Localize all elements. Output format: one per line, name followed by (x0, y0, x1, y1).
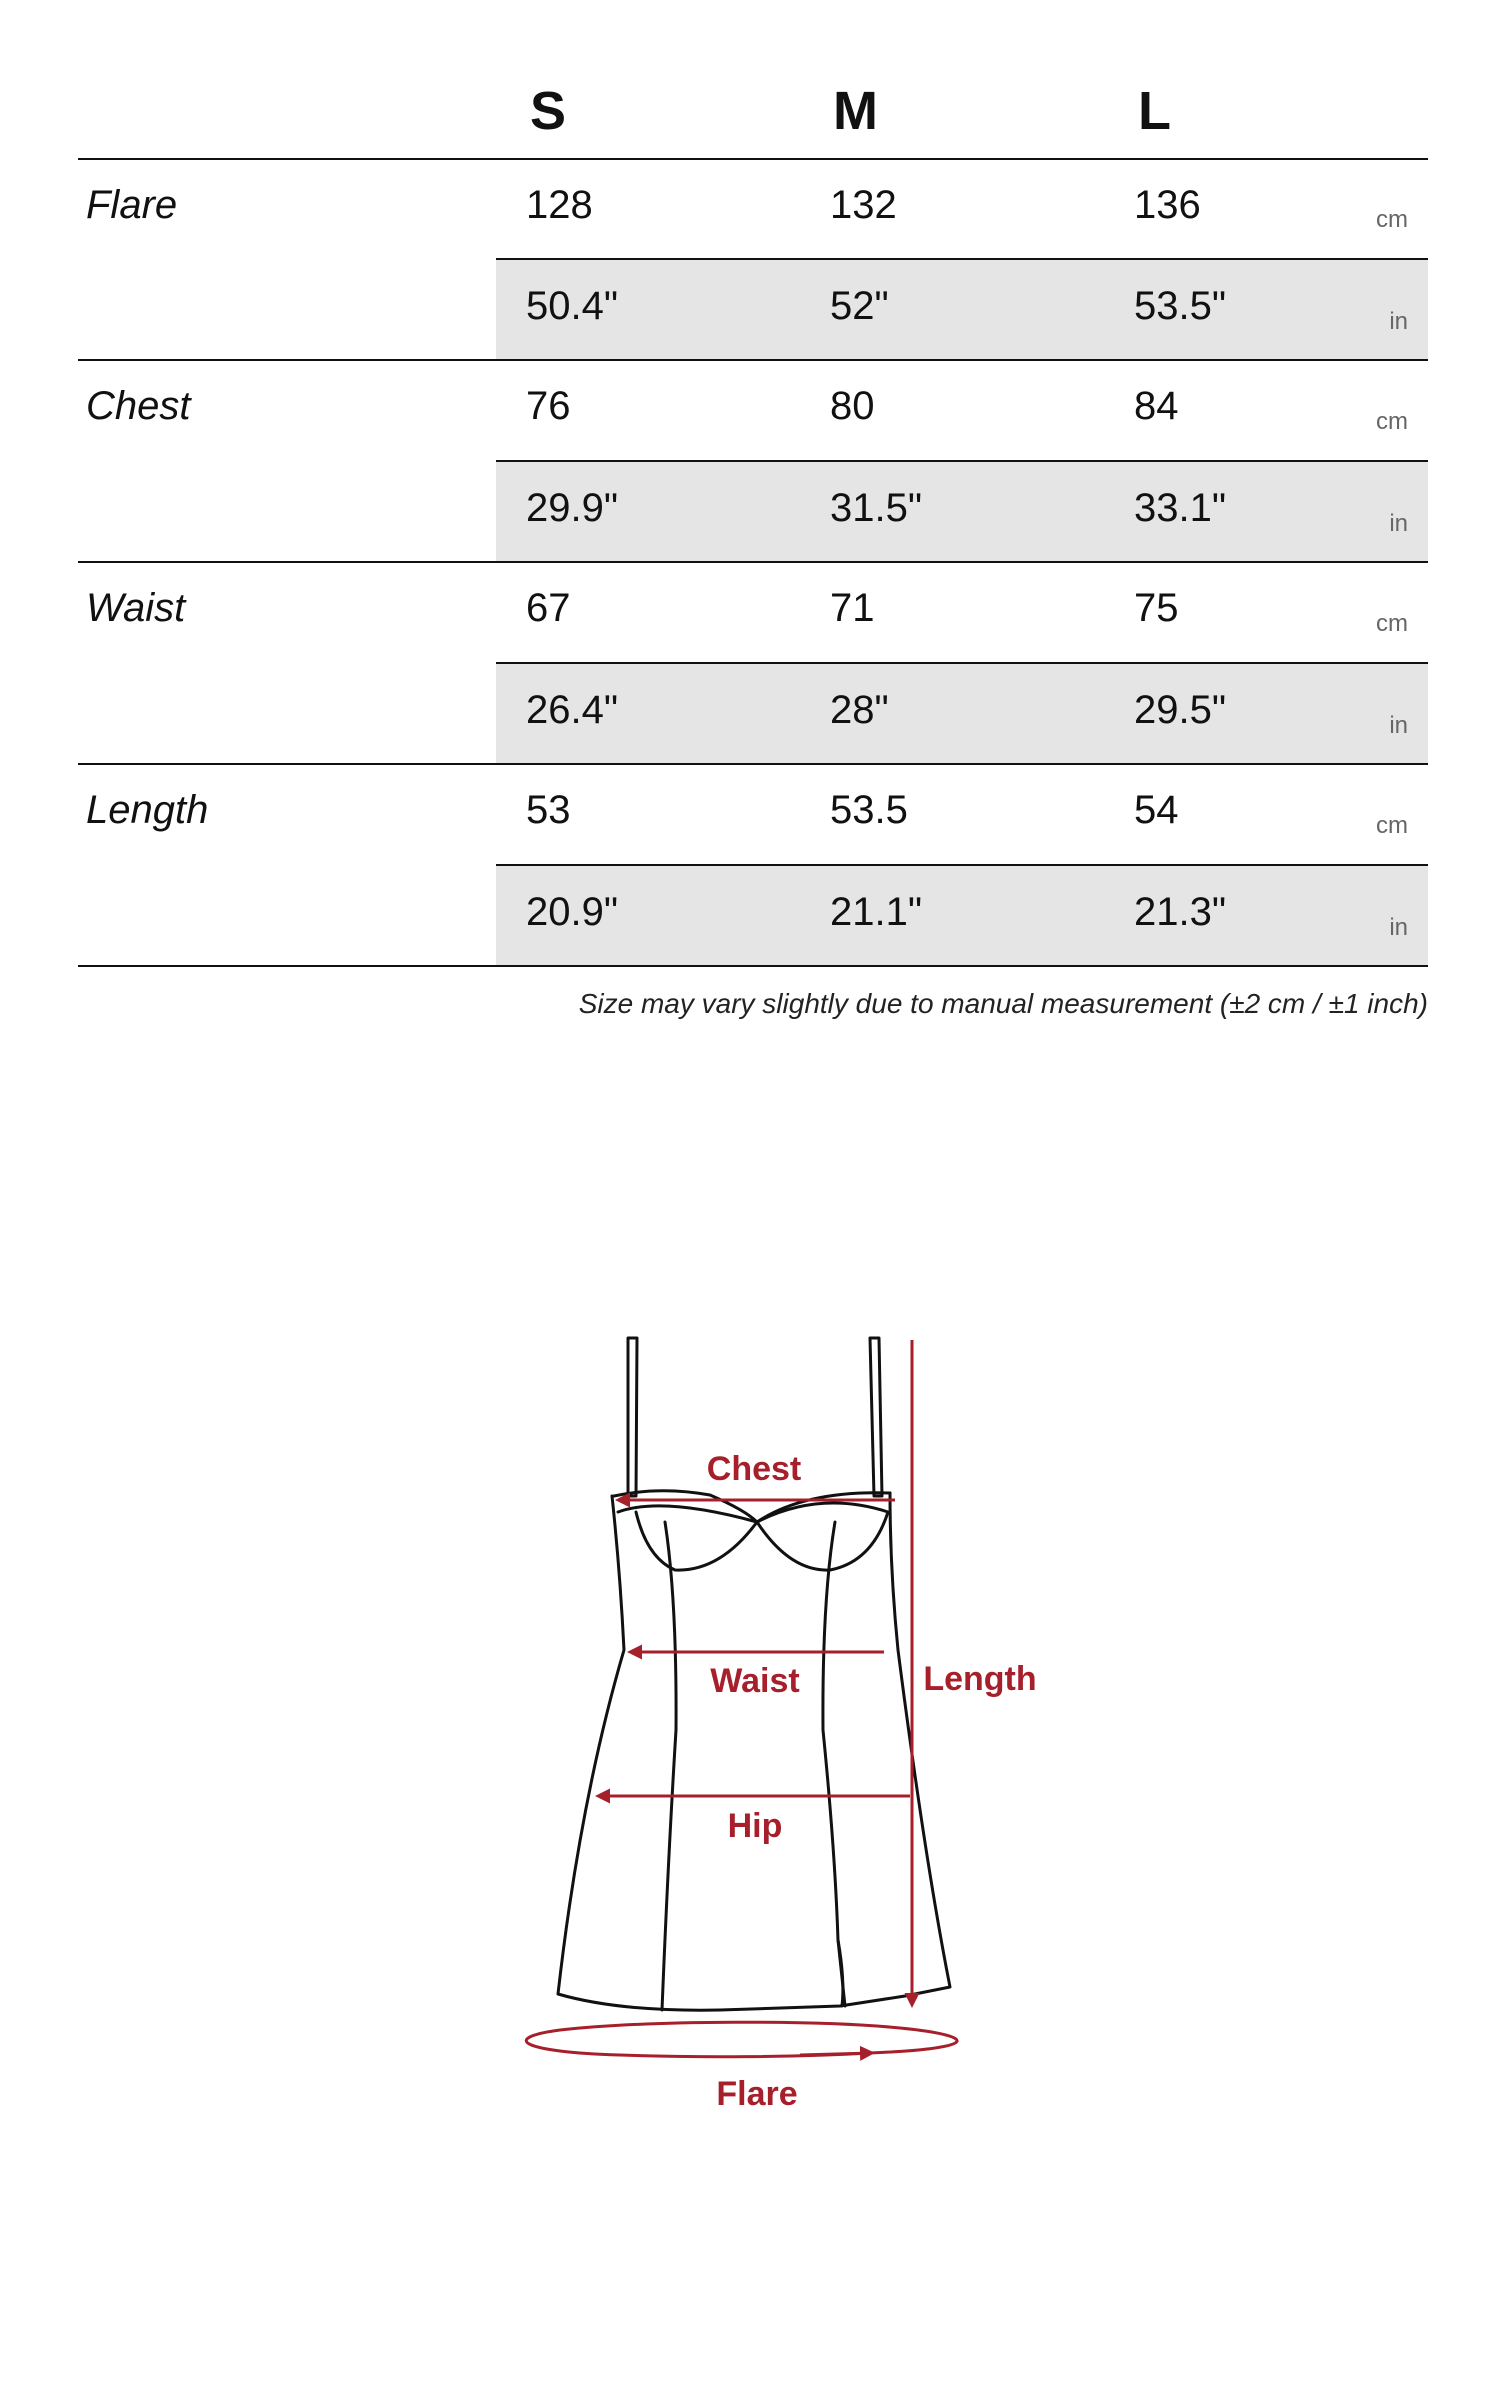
flare-in-m: 52" (830, 284, 889, 328)
length-cm-m: 53.5 (830, 788, 908, 832)
waist-cm-s: 67 (526, 586, 571, 630)
flare-arrow (800, 2053, 872, 2055)
inch-row-background (496, 866, 1428, 965)
chest-cm-l: 84 (1134, 384, 1179, 428)
flare-in-l: 53.5" (1134, 284, 1227, 328)
flare-cm-l: 136 (1134, 183, 1201, 227)
waist-cm-l: 75 (1134, 586, 1179, 630)
left-cup (618, 1506, 757, 1570)
unit-cm-label: cm (1376, 812, 1408, 839)
waist-in-s: 26.4" (526, 688, 619, 732)
size-chart-table (78, 0, 1428, 1060)
chest-label: Chest (706, 1450, 802, 1488)
size-header-m: M (833, 81, 878, 141)
measurement-label-flare: Flare (86, 183, 178, 227)
unit-cm-label: cm (1376, 206, 1408, 233)
unit-cm-label: cm (1376, 408, 1408, 435)
waist-label: Waist (710, 1662, 800, 1700)
chest-in-m: 31.5" (830, 486, 923, 530)
length-cm-l: 54 (1134, 788, 1179, 832)
section-divider (78, 763, 1428, 765)
measurement-label-length: Length (86, 788, 209, 832)
chest-in-s: 29.9" (526, 486, 619, 530)
inch-row-background (496, 664, 1428, 763)
dress-measurement-diagram (0, 1300, 1500, 2200)
size-header-s: S (530, 81, 567, 141)
flare-cm-m: 132 (830, 183, 897, 227)
length-cm-s: 53 (526, 788, 571, 832)
unit-in-label: in (1389, 914, 1408, 941)
unit-in-label: in (1389, 308, 1408, 335)
right-seam (823, 1522, 845, 2006)
right-strap (870, 1338, 882, 1496)
length-label: Length (923, 1660, 1037, 1698)
flare-in-s: 50.4" (526, 284, 619, 328)
header-divider (78, 158, 1428, 160)
unit-in-label: in (1389, 510, 1408, 537)
dress-body (558, 1493, 950, 2010)
chest-in-l: 33.1" (1134, 486, 1227, 530)
waist-in-m: 28" (830, 688, 889, 732)
section-divider (78, 561, 1428, 563)
unit-in-label: in (1389, 712, 1408, 739)
length-in-l: 21.3" (1134, 890, 1227, 934)
flare-label: Flare (716, 2075, 798, 2113)
flare-cm-s: 128 (526, 183, 593, 227)
chest-cm-s: 76 (526, 384, 571, 428)
unit-cm-label: cm (1376, 610, 1408, 637)
section-divider (78, 359, 1428, 361)
hip-label: Hip (727, 1807, 783, 1845)
left-strap (628, 1338, 637, 1496)
table-bottom-divider (78, 965, 1428, 967)
right-cup (757, 1503, 888, 1570)
flare-ellipse (526, 2022, 957, 2057)
inch-row-background (496, 462, 1428, 561)
chest-cm-m: 80 (830, 384, 875, 428)
length-in-s: 20.9" (526, 890, 619, 934)
size-header-l: L (1138, 81, 1171, 141)
waist-cm-m: 71 (830, 586, 875, 630)
inch-row-background (496, 260, 1428, 359)
left-seam (662, 1522, 676, 2010)
waist-in-l: 29.5" (1134, 688, 1227, 732)
measurement-label-chest: Chest (86, 384, 191, 428)
measurement-note: Size may vary slightly due to manual measurement (±2 cm / ±1 inch) (578, 988, 1428, 1019)
measurement-label-waist: Waist (86, 586, 186, 630)
length-in-m: 21.1" (830, 890, 923, 934)
